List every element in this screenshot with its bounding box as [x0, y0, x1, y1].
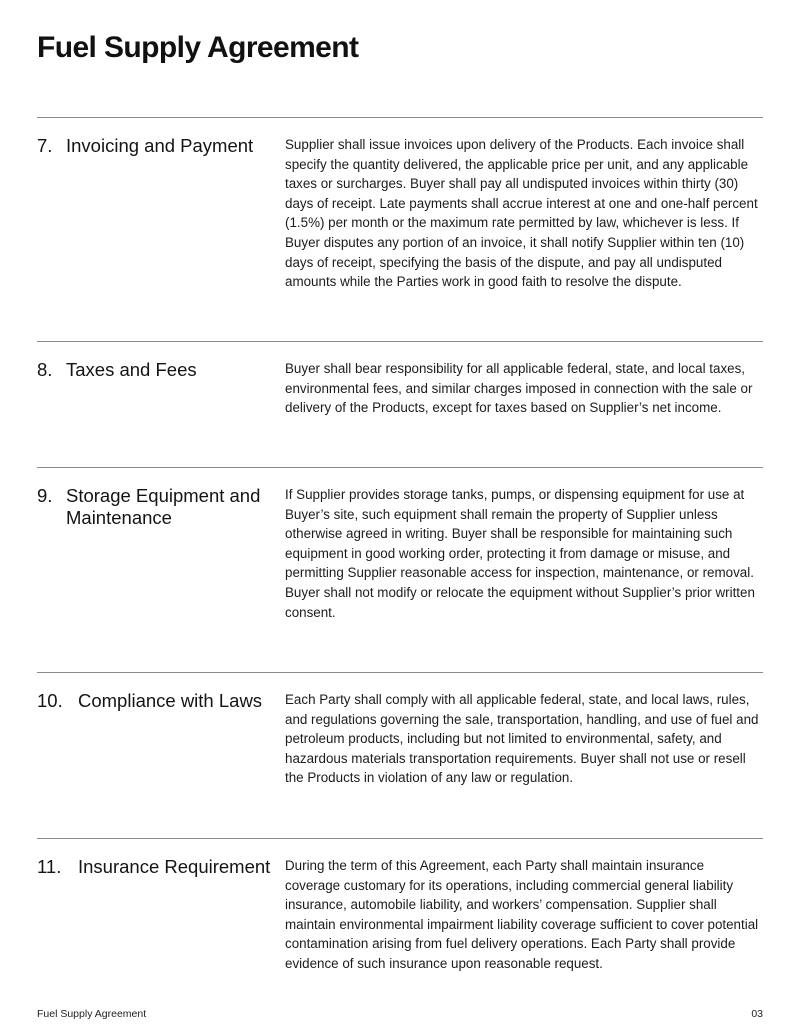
section-body: Buyer shall bear responsibility for all applicable federal, state, and local taxes, environmental fees, and similar charges imposed in connection with the sale or delivery of the Products, except for taxes based on Supplier’s net income. [285, 361, 753, 416]
section-number: 9. [37, 485, 53, 506]
section-heading [37, 856, 277, 878]
section-heading [37, 135, 277, 157]
section-insurance-requirement [37, 838, 763, 971]
section-number: 10. [37, 690, 63, 711]
section-compliance-with-laws [37, 672, 763, 786]
section-body: During the term of this Agreement, each Party shall maintain insurance coverage customary for its operations, including commercial general liability insurance, automobile liability, and workers’ compensation. Supplier shall maintain environmental impairment liability coverage sufficient to cover potential contamination arising from fuel delivery operations. Each Party shall provide evidence of such insurance upon reasonable request. [285, 858, 759, 971]
section-title: Storage Equipment and Maintenance [66, 485, 261, 528]
section-number: 7. [37, 135, 53, 156]
section-invoicing-and-payment [37, 117, 763, 290]
section-number: 8. [37, 359, 53, 380]
section-title: Compliance with Laws [78, 690, 263, 711]
section-heading [37, 690, 277, 712]
footer-page-number: 03 [751, 1008, 763, 1020]
section-title: Taxes and Fees [66, 359, 197, 380]
document-title: Fuel Supply Agreement [37, 31, 359, 64]
section-number: 11. [37, 856, 62, 877]
section-body: Supplier shall issue invoices upon delivery of the Products. Each invoice shall specify the quantity delivered, the applicable price per unit, and any applicable taxes or surcharges. Buyer shall pay all undisputed invoices within thirty (30) days of receipt. Late payments shall accrue interest at one and one-half percent (1.5%) per month or the maximum rate permitted by law, whichever is less. If Buyer disputes any portion of an invoice, it shall notify Supplier within ten (10) days of receipt, specifying the basis of the dispute, and pay all undisputed amounts while the Parties work in good faith to resolve the dispute. [285, 137, 758, 290]
section-heading [37, 485, 277, 529]
footer-document-title: Fuel Supply Agreement [37, 1008, 147, 1020]
section-body: Each Party shall comply with all applicable federal, state, and local laws, rules, and regulations governing the sale, transportation, handling, and use of fuel and petroleum products, including but not limited to environmental, safety, and hazardous materials transportation requirements. Buyer shall not use or resell the Products in violation of any law or regulation. [285, 692, 759, 786]
section-taxes-and-fees [37, 341, 763, 416]
section-storage-equipment-and-maintenance [37, 467, 763, 620]
section-title: Invoicing and Payment [66, 135, 254, 156]
section-body: If Supplier provides storage tanks, pumps, or dispensing equipment for use at Buyer’s site, such equipment shall remain the property of Supplier unless otherwise agreed in writing. Buyer shall be responsible for maintaining such equipment in good working order, protecting it from damage or misuse, and permitting Supplier reasonable access for inspection, maintenance, or removal. Buyer shall not modify or relocate the equipment without Supplier’s prior written consent. [285, 487, 755, 620]
section-title: Insurance Requirement [78, 856, 271, 877]
section-heading [37, 359, 277, 381]
